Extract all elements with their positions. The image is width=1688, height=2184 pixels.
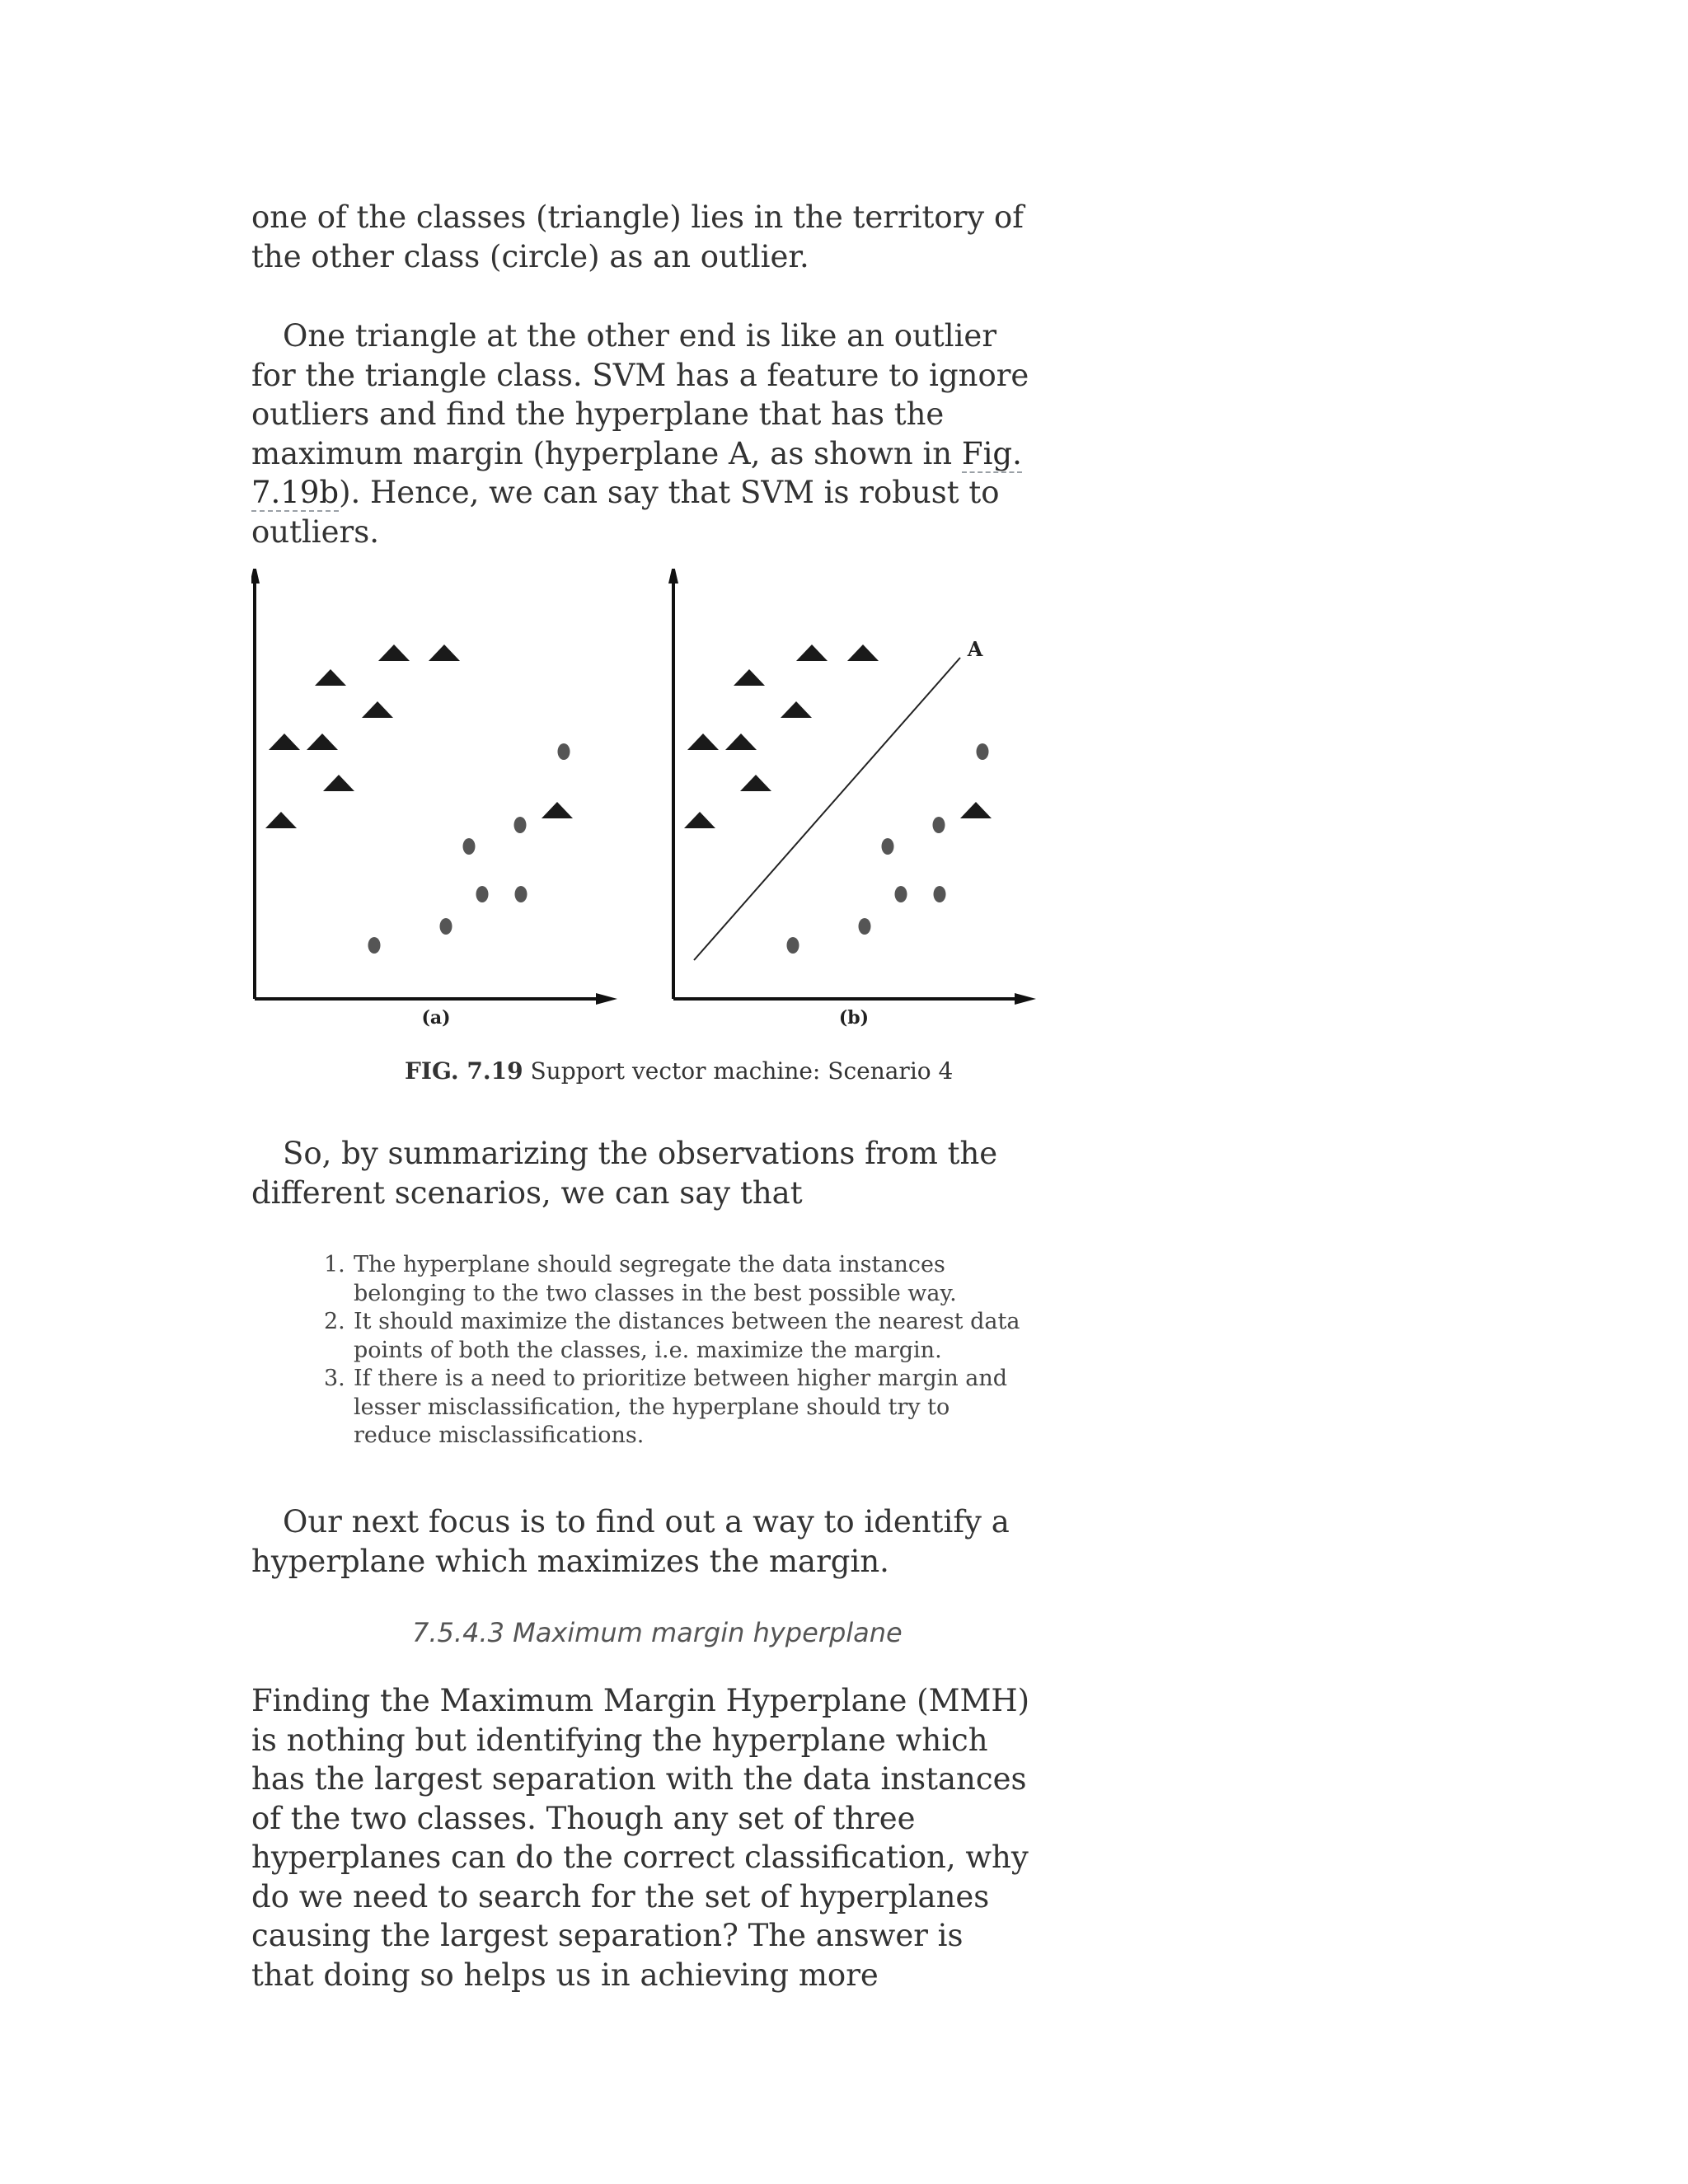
circle-point — [515, 886, 528, 902]
figure-caption-label: FIG. 7.19 — [405, 1057, 523, 1085]
circle-point — [787, 937, 799, 954]
triangle-point — [265, 812, 297, 828]
paragraph-mmh: Finding the Maximum Margin Hyperplane (MMH) is nothing but identifying the hyperplane which has the largest separation with the data instances of the two classes. Though any set of three hyperplanes can do the correct classification, why do we need to search for the set of hyperplanes causing the largest separation? The answer is that doing so helps us in achieving more — [251, 1683, 1030, 1993]
figure-reference-link[interactable]: Fig. 7.19b — [251, 435, 1022, 510]
panel-a — [251, 569, 617, 1029]
list-item — [324, 1308, 1033, 1365]
triangle-point — [307, 733, 338, 750]
triangle-point — [378, 644, 410, 661]
triangle-point — [429, 644, 460, 661]
panel-b — [668, 569, 1036, 1029]
triangle-point — [269, 733, 300, 750]
paragraph-summary-intro: So, by summarizing the observations from the different scenarios, we can say that — [251, 1136, 998, 1211]
triangle-point — [847, 644, 879, 661]
circle-point — [463, 838, 476, 855]
figure-svm-scenario-4 — [251, 569, 1043, 1047]
triangle-outlier-point — [542, 802, 573, 818]
list-item-text: The hyperplane should segregate the data instances belonging to the two classes in the best possible way. — [354, 1252, 957, 1306]
y-axis-arrow-icon — [251, 569, 260, 583]
triangle-point — [687, 733, 719, 750]
list-item — [324, 1251, 1033, 1308]
triangle-point — [362, 701, 393, 718]
figure-svg — [251, 569, 1043, 1047]
list-item-text: If there is a need to prioritize between higher margin and lesser misclassification, the hyperplane should try to reduce misclassifications. — [354, 1366, 1008, 1448]
list-item — [324, 1365, 1033, 1451]
panel-b-label: (b) — [838, 1007, 870, 1029]
circle-point — [476, 886, 489, 902]
figure-caption-text: Support vector machine: Scenario 4 — [523, 1057, 954, 1085]
hyperplane-a-label: A — [967, 637, 983, 661]
triangle-point — [725, 733, 757, 750]
section-heading: 7.5.4.3 Maximum margin hyperplane — [412, 1617, 903, 1648]
triangle-outlier-point — [960, 802, 992, 818]
circle-point — [933, 817, 945, 833]
triangle-point — [796, 644, 828, 661]
circle-point — [368, 937, 381, 954]
triangle-point — [734, 669, 765, 686]
observations-list — [324, 1251, 1033, 1451]
x-axis-arrow-icon — [596, 993, 617, 1005]
y-axis-arrow-icon — [668, 569, 678, 583]
hyperplane-a-line — [694, 658, 960, 960]
circle-point — [934, 886, 946, 902]
list-item-number: 2. — [324, 1309, 345, 1334]
triangle-point — [323, 775, 354, 791]
circle-point — [859, 918, 871, 935]
circle-point — [558, 743, 570, 760]
panel-a-label: (a) — [421, 1007, 451, 1029]
list-item-text: It should maximize the distances between the nearest data points of both the classes, i.e. maximize the margin. — [354, 1309, 1020, 1363]
paragraph-text: ). Hence, we can say that SVM is robust to outliers. — [251, 475, 1000, 550]
list-item-number: 1. — [324, 1252, 345, 1277]
circle-point — [440, 918, 452, 935]
triangle-point — [315, 669, 346, 686]
circle-point — [882, 838, 894, 855]
triangle-point — [740, 775, 771, 791]
circle-point — [895, 886, 907, 902]
triangle-point — [781, 701, 812, 718]
paragraph-next-focus: Our next focus is to find out a way to identify a hyperplane which maximizes the margin. — [251, 1504, 1010, 1579]
circle-point — [514, 817, 527, 833]
paragraph-outlier-intro: one of the classes (triangle) lies in the territory of the other class (circle) as an outlier. — [251, 199, 1024, 274]
figure-caption — [405, 1057, 953, 1085]
paragraph-text: One triangle at the other end is like an outlier for the triangle class. SVM has a feature to ignore outliers and find the hyperplane that has the maximum margin (hyperplane A, as shown in — [251, 318, 1029, 471]
triangle-point — [684, 812, 715, 828]
x-axis-arrow-icon — [1015, 993, 1036, 1005]
circle-point — [977, 743, 989, 760]
paragraph-svm-robust — [251, 316, 1034, 551]
list-item-number: 3. — [324, 1366, 345, 1391]
